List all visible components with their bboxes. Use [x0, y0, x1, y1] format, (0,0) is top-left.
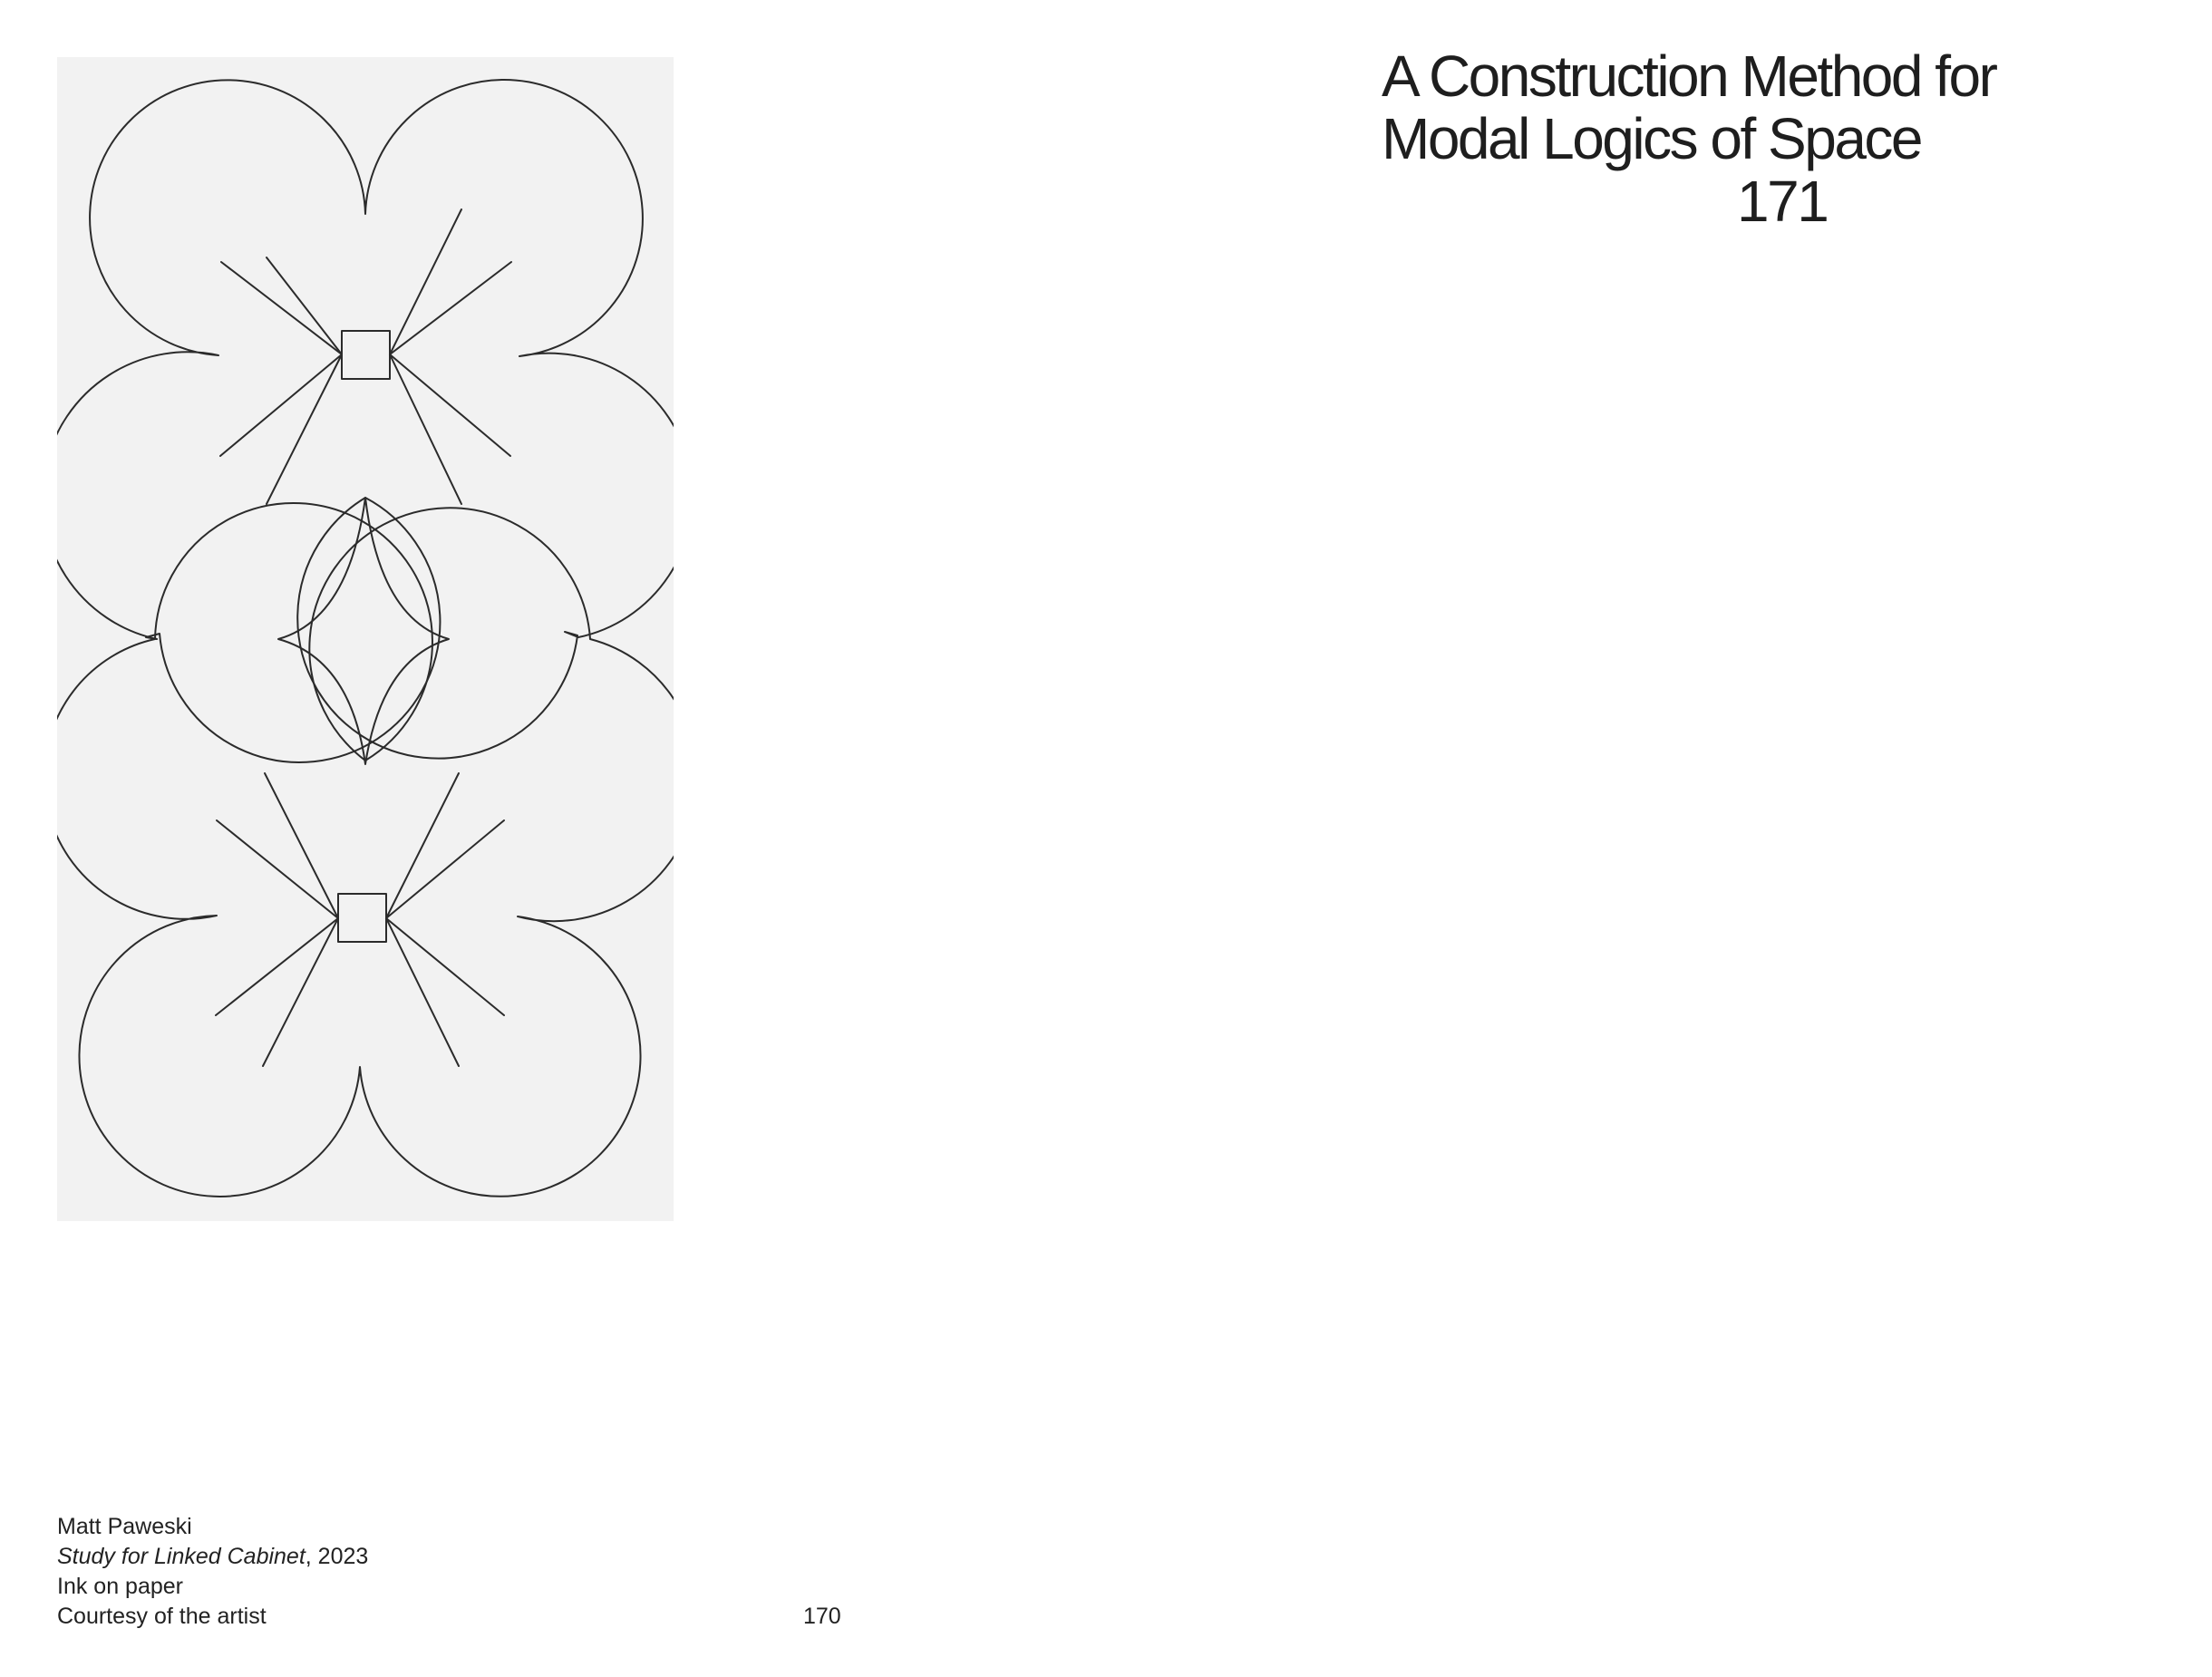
- artwork-credit: Courtesy of the artist: [57, 1604, 267, 1629]
- chapter-heading: [1382, 45, 1995, 233]
- page-number-left: 170: [803, 1604, 841, 1629]
- page-number-right: 171: [1737, 169, 1828, 234]
- artwork-year: , 2023: [305, 1544, 369, 1569]
- artwork-title: Study for Linked Cabinet: [57, 1544, 306, 1569]
- artwork-title-line: [57, 1542, 368, 1572]
- chapter-title-line-2: Modal Logics of Space: [1382, 106, 1921, 171]
- artist-name: Matt Paweski: [57, 1514, 192, 1539]
- artwork-image: [57, 57, 674, 1221]
- artwork-caption: [57, 1512, 368, 1632]
- artwork-medium: Ink on paper: [57, 1574, 183, 1599]
- linked-cabinet-drawing: [57, 57, 674, 1221]
- chapter-title-line-1: A Construction Method for: [1382, 44, 1996, 109]
